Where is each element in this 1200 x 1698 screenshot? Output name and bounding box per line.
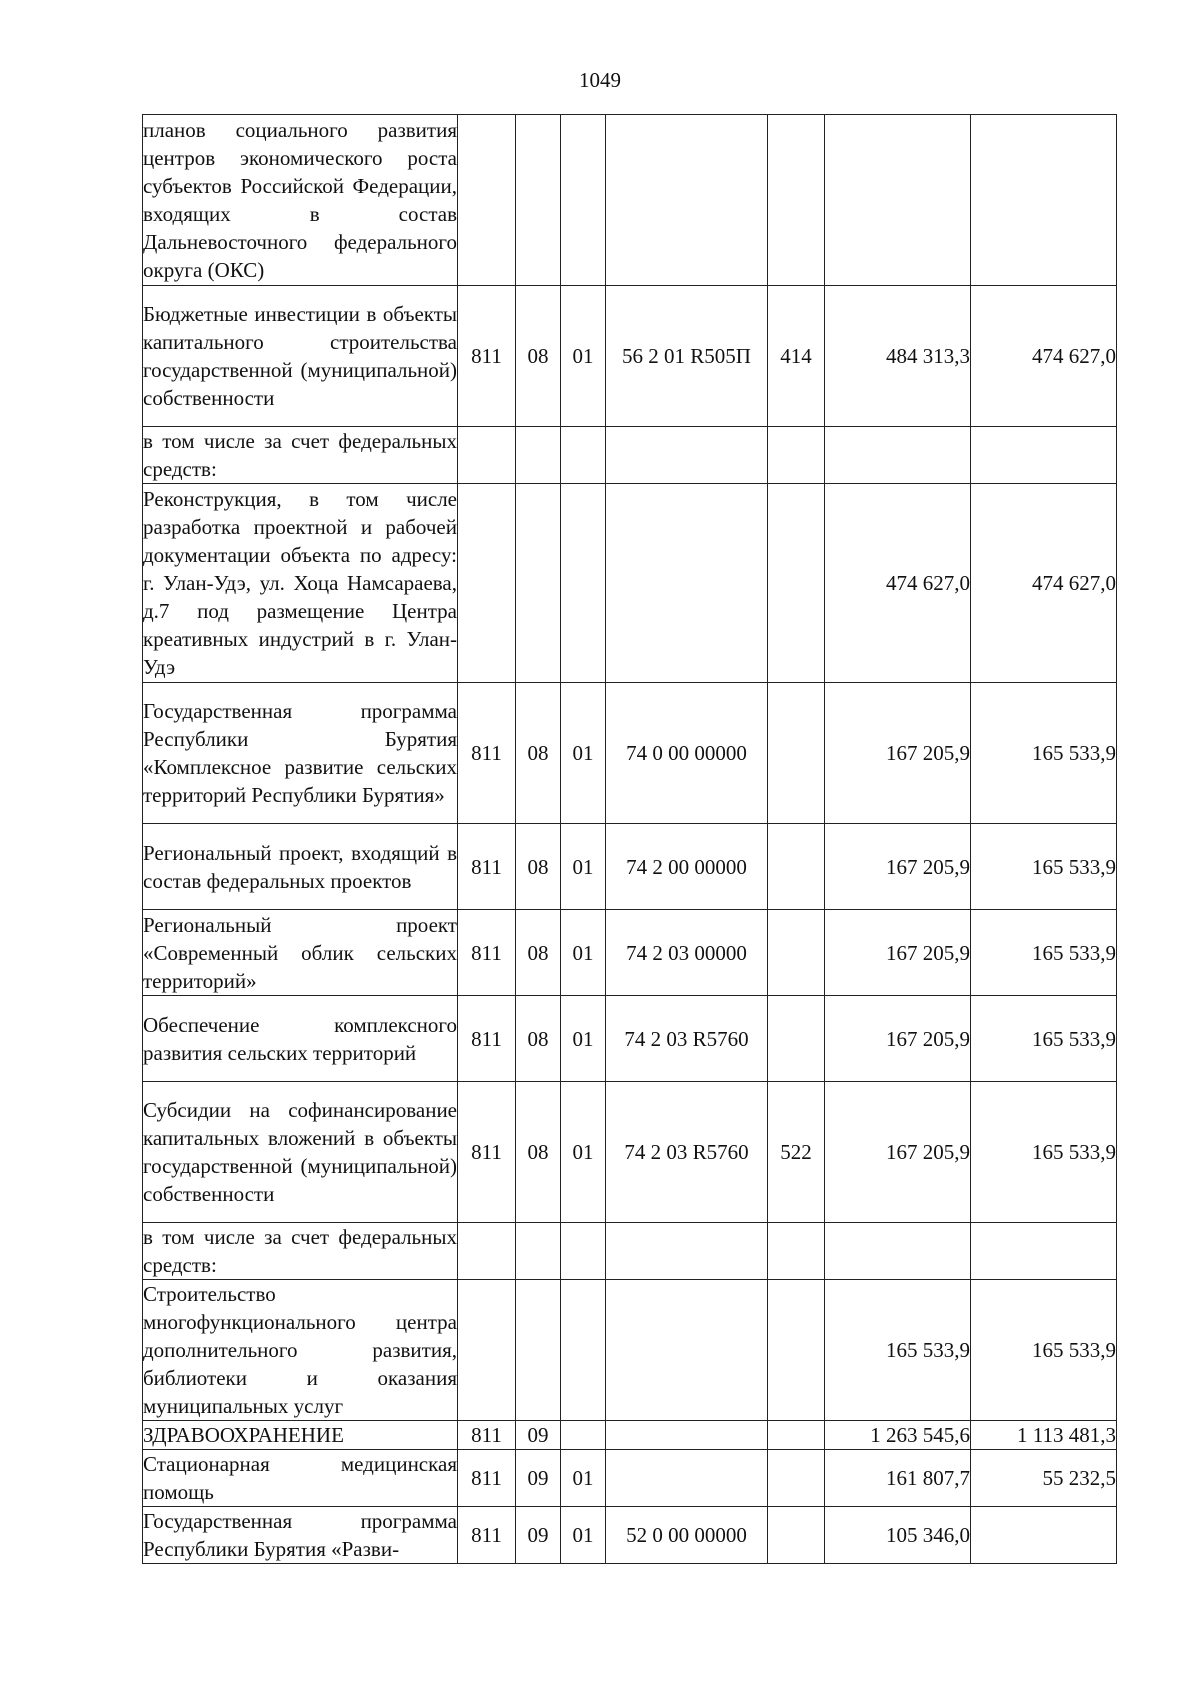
amount-year-1: 167 205,9 xyxy=(825,824,971,910)
section-code xyxy=(516,427,561,484)
section-code: 08 xyxy=(516,996,561,1082)
subsection-code: 01 xyxy=(561,910,606,996)
grbs-code: 811 xyxy=(458,286,516,427)
amount-year-2: 165 533,9 xyxy=(971,824,1117,910)
amount-year-1 xyxy=(825,1223,971,1280)
table-row xyxy=(143,115,1117,286)
section-code: 09 xyxy=(516,1450,561,1507)
section-code xyxy=(516,115,561,286)
target-article-code xyxy=(606,1450,768,1507)
amount-year-2 xyxy=(971,1223,1117,1280)
grbs-code: 811 xyxy=(458,824,516,910)
amount-year-2: 474 627,0 xyxy=(971,286,1117,427)
amount-year-2: 1 113 481,3 xyxy=(971,1421,1117,1450)
amount-year-2: 165 533,9 xyxy=(971,910,1117,996)
table-row xyxy=(143,1280,1117,1421)
table-row xyxy=(143,1450,1117,1507)
row-description: в том числе за счет федеральных средств: xyxy=(143,427,458,484)
expense-type-code xyxy=(768,427,825,484)
amount-year-2 xyxy=(971,1507,1117,1564)
grbs-code: 811 xyxy=(458,1421,516,1450)
target-article-code: 56 2 01 R505П xyxy=(606,286,768,427)
grbs-code xyxy=(458,1280,516,1421)
grbs-code: 811 xyxy=(458,910,516,996)
budget-table xyxy=(142,114,1117,1564)
amount-year-1: 474 627,0 xyxy=(825,484,971,683)
amount-year-2: 474 627,0 xyxy=(971,484,1117,683)
subsection-code xyxy=(561,1280,606,1421)
row-description: Субсидии на софинансирование капитальных вложений в объекты государственной (муниципальной) собственности xyxy=(143,1082,458,1223)
amount-year-1: 1 263 545,6 xyxy=(825,1421,971,1450)
table-row xyxy=(143,683,1117,824)
section-code: 08 xyxy=(516,824,561,910)
target-article-code: 74 2 03 R5760 xyxy=(606,996,768,1082)
page-number: 1049 xyxy=(579,68,621,92)
target-article-code: 74 2 00 00000 xyxy=(606,824,768,910)
table-row xyxy=(143,286,1117,427)
expense-type-code: 522 xyxy=(768,1082,825,1223)
row-description: в том числе за счет федеральных средств: xyxy=(143,1223,458,1280)
row-description: Бюджетные инвестиции в объекты капитального строительства государственной (муниципальной) собственности xyxy=(143,286,458,427)
expense-type-code xyxy=(768,484,825,683)
section-code: 09 xyxy=(516,1421,561,1450)
row-description: планов социального развития центров экономического роста субъектов Российской Федерации, входящих в состав Дальневосточного федерального округа (ОКС) xyxy=(143,115,458,286)
amount-year-1: 105 346,0 xyxy=(825,1507,971,1564)
grbs-code: 811 xyxy=(458,1507,516,1564)
target-article-code: 74 2 03 R5760 xyxy=(606,1082,768,1223)
target-article-code: 74 0 00 00000 xyxy=(606,683,768,824)
grbs-code xyxy=(458,427,516,484)
grbs-code: 811 xyxy=(458,683,516,824)
expense-type-code xyxy=(768,996,825,1082)
target-article-code xyxy=(606,484,768,683)
amount-year-2: 165 533,9 xyxy=(971,1280,1117,1421)
amount-year-1: 167 205,9 xyxy=(825,1082,971,1223)
amount-year-2: 165 533,9 xyxy=(971,683,1117,824)
expense-type-code xyxy=(768,1507,825,1564)
amount-year-1: 484 313,3 xyxy=(825,286,971,427)
subsection-code xyxy=(561,484,606,683)
table-row xyxy=(143,1223,1117,1280)
amount-year-1: 167 205,9 xyxy=(825,910,971,996)
table-row xyxy=(143,910,1117,996)
row-description: ЗДРАВООХРАНЕНИЕ xyxy=(143,1421,458,1450)
grbs-code xyxy=(458,1223,516,1280)
table-row xyxy=(143,824,1117,910)
section-code: 08 xyxy=(516,910,561,996)
budget-table-body xyxy=(143,115,1117,1564)
expense-type-code xyxy=(768,1421,825,1450)
section-code xyxy=(516,1223,561,1280)
expense-type-code xyxy=(768,1223,825,1280)
expense-type-code xyxy=(768,115,825,286)
grbs-code: 811 xyxy=(458,1450,516,1507)
subsection-code: 01 xyxy=(561,1082,606,1223)
grbs-code xyxy=(458,115,516,286)
amount-year-2 xyxy=(971,427,1117,484)
section-code: 08 xyxy=(516,683,561,824)
subsection-code xyxy=(561,1421,606,1450)
table-row xyxy=(143,1421,1117,1450)
table-row xyxy=(143,1082,1117,1223)
grbs-code xyxy=(458,484,516,683)
section-code xyxy=(516,1280,561,1421)
amount-year-2 xyxy=(971,115,1117,286)
subsection-code: 01 xyxy=(561,286,606,427)
amount-year-1: 167 205,9 xyxy=(825,683,971,824)
amount-year-1: 167 205,9 xyxy=(825,996,971,1082)
subsection-code: 01 xyxy=(561,996,606,1082)
table-row xyxy=(143,427,1117,484)
grbs-code: 811 xyxy=(458,996,516,1082)
amount-year-1 xyxy=(825,427,971,484)
amount-year-1 xyxy=(825,115,971,286)
row-description: Государственная программа Республики Бурятия «Разви- xyxy=(143,1507,458,1564)
amount-year-2: 165 533,9 xyxy=(971,1082,1117,1223)
target-article-code: 52 0 00 00000 xyxy=(606,1507,768,1564)
section-code: 08 xyxy=(516,1082,561,1223)
subsection-code: 01 xyxy=(561,683,606,824)
subsection-code: 01 xyxy=(561,824,606,910)
row-description: Региональный проект «Современный облик сельских территорий» xyxy=(143,910,458,996)
row-description: Строительство многофункционального центра дополнительного развития, библиотеки и оказания муниципальных услуг xyxy=(143,1280,458,1421)
row-description: Обеспечение комплексного развития сельских территорий xyxy=(143,996,458,1082)
amount-year-2: 55 232,5 xyxy=(971,1450,1117,1507)
expense-type-code xyxy=(768,910,825,996)
target-article-code xyxy=(606,115,768,286)
subsection-code: 01 xyxy=(561,1450,606,1507)
amount-year-2: 165 533,9 xyxy=(971,996,1117,1082)
section-code: 08 xyxy=(516,286,561,427)
row-description: Государственная программа Республики Бурятия «Комплексное развитие сельских территорий Республики Бурятия» xyxy=(143,683,458,824)
expense-type-code xyxy=(768,1280,825,1421)
section-code xyxy=(516,484,561,683)
subsection-code xyxy=(561,115,606,286)
amount-year-1: 161 807,7 xyxy=(825,1450,971,1507)
expense-type-code: 414 xyxy=(768,286,825,427)
target-article-code: 74 2 03 00000 xyxy=(606,910,768,996)
expense-type-code xyxy=(768,1450,825,1507)
subsection-code xyxy=(561,427,606,484)
subsection-code xyxy=(561,1223,606,1280)
expense-type-code xyxy=(768,824,825,910)
target-article-code xyxy=(606,1421,768,1450)
section-code: 09 xyxy=(516,1507,561,1564)
table-row xyxy=(143,484,1117,683)
grbs-code: 811 xyxy=(458,1082,516,1223)
target-article-code xyxy=(606,1280,768,1421)
row-description: Реконструкция, в том числе разработка проектной и рабочей документации объекта по адресу: г. Улан-Удэ, ул. Хоца Намсараева, д.7 под размещение Центра креативных индустрий в г. Улан-Удэ xyxy=(143,484,458,683)
target-article-code xyxy=(606,1223,768,1280)
row-description: Стационарная медицинская помощь xyxy=(143,1450,458,1507)
table-row xyxy=(143,1507,1117,1564)
subsection-code: 01 xyxy=(561,1507,606,1564)
table-row xyxy=(143,996,1117,1082)
amount-year-1: 165 533,9 xyxy=(825,1280,971,1421)
target-article-code xyxy=(606,427,768,484)
expense-type-code xyxy=(768,683,825,824)
row-description: Региональный проект, входящий в состав федеральных проектов xyxy=(143,824,458,910)
